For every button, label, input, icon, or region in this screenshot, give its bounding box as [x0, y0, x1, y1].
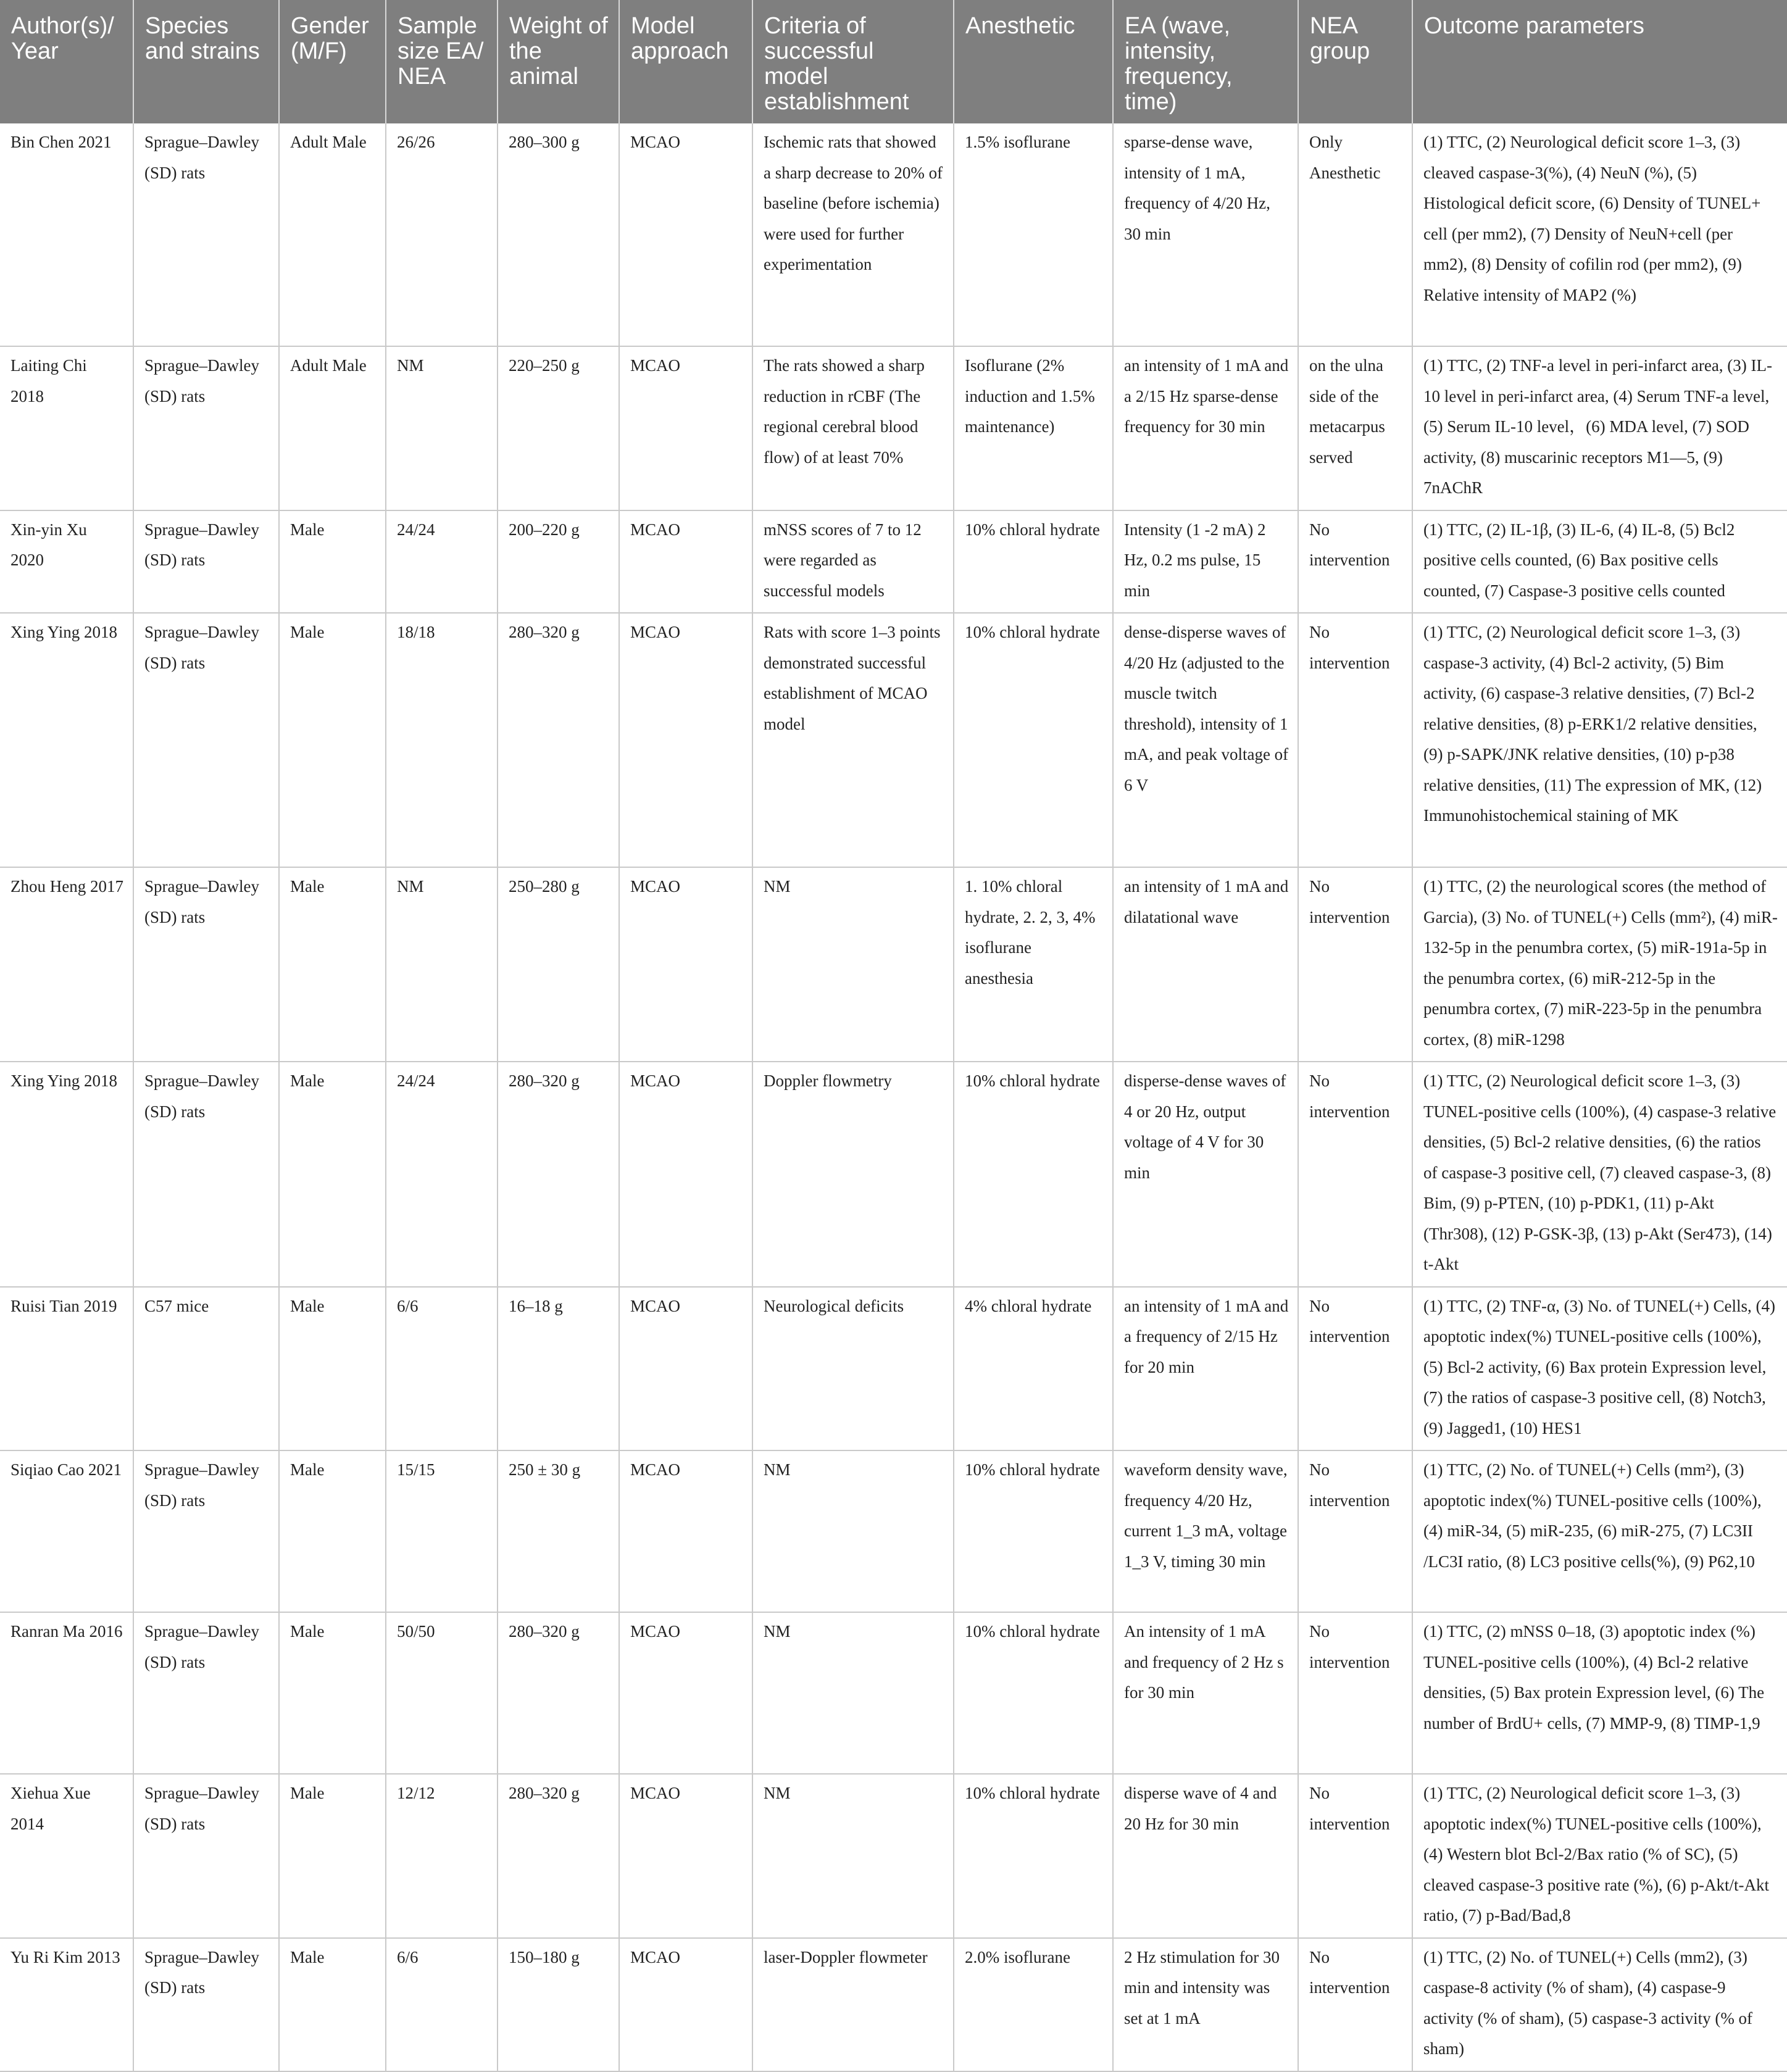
cell-weight: 16–18 g: [498, 1287, 619, 1451]
col-header-author: Author(s)/ Year: [0, 0, 133, 123]
cell-outcome: (1) TTC, (2) Neurological deficit score 1–3, (3) cleaved caspase-3(%), (4) NeuN (%), (5) Histological deficit score, (6) Density of TUNEL+ cell (per mm2), (7) Density of NeuN+cell (per mm2), (8) Density of cofilin rod (per mm2), (9) Relative intensity of MAP2 (%): [1412, 123, 1787, 346]
col-header-outcome: Outcome parameters: [1412, 0, 1787, 123]
cell-anesthetic: 10% chloral hydrate: [954, 1774, 1113, 1938]
cell-outcome: (1) TTC, (2) No. of TUNEL(+) Cells (mm²), (3) apoptotic index(%) TUNEL-positive cells (100%), (4) miR-34, (5) miR-235, (6) miR-275, (7) LC3II /LC3I ratio, (8) LC3 positive cells(%), (9) P62,10: [1412, 1450, 1787, 1612]
cell-anesthetic: 10% chloral hydrate: [954, 510, 1113, 614]
cell-author: Xing Ying 2018: [0, 613, 133, 867]
cell-author: Laiting Chi 2018: [0, 346, 133, 510]
cell-sample-size: 12/12: [386, 1774, 498, 1938]
cell-anesthetic: 2.0% isoflurane: [954, 1938, 1113, 2071]
cell-nea: No intervention: [1298, 1287, 1412, 1451]
cell-criteria: The rats showed a sharp reduction in rCBF (The regional cerebral blood flow) of at least 70%: [752, 346, 954, 510]
col-header-gender: Gender (M/F): [279, 0, 386, 123]
cell-model: MCAO: [619, 1938, 752, 2071]
cell-anesthetic: Isoflurane (2% induction and 1.5% maintenance): [954, 346, 1113, 510]
cell-sample-size: 6/6: [386, 1287, 498, 1451]
cell-species: Sprague–Dawley (SD) rats: [133, 510, 279, 614]
cell-sample-size: 24/24: [386, 1062, 498, 1287]
cell-anesthetic: 10% chloral hydrate: [954, 1450, 1113, 1612]
cell-gender: Male: [279, 1774, 386, 1938]
cell-ea: 2 Hz stimulation for 30 min and intensity was set at 1 mA: [1113, 1938, 1298, 2071]
cell-author: Xiehua Xue 2014: [0, 1774, 133, 1938]
cell-sample-size: 6/6: [386, 1938, 498, 2071]
cell-outcome: (1) TTC, (2) Neurological deficit score 1–3, (3) TUNEL-positive cells (100%), (4) caspase-3 relative densities, (5) Bcl-2 relative densities, (6) the ratios of caspase-3 positive cell, (7) cleaved caspase-3, (8) Bim, (9) p-PTEN, (10) p-PDK1, (11) p-Akt (Thr308), (12) P-GSK-3β, (13) p-Akt (Ser473), (14) t-Akt: [1412, 1062, 1787, 1287]
cell-sample-size: 50/50: [386, 1612, 498, 1774]
cell-nea: No intervention: [1298, 867, 1412, 1062]
cell-weight: 250–280 g: [498, 867, 619, 1062]
cell-species: Sprague–Dawley (SD) rats: [133, 1612, 279, 1774]
cell-species: Sprague–Dawley (SD) rats: [133, 123, 279, 346]
table-row: [0, 1062, 1787, 1287]
cell-criteria: Neurological deficits: [752, 1287, 954, 1451]
cell-anesthetic: 4% chloral hydrate: [954, 1287, 1113, 1451]
cell-gender: Male: [279, 1450, 386, 1612]
cell-model: MCAO: [619, 346, 752, 510]
cell-anesthetic: 10% chloral hydrate: [954, 1062, 1113, 1287]
cell-species: Sprague–Dawley (SD) rats: [133, 1062, 279, 1287]
col-header-weight: Weight of the animal: [498, 0, 619, 123]
col-header-ea: EA (wave, intensity, frequency, time): [1113, 0, 1298, 123]
cell-nea: on the ulna side of the metacarpus served: [1298, 346, 1412, 510]
cell-criteria: NM: [752, 1774, 954, 1938]
col-header-criteria: Criteria of successful model establishment: [752, 0, 954, 123]
cell-model: MCAO: [619, 510, 752, 614]
cell-model: MCAO: [619, 1062, 752, 1287]
col-header-model: Model approach: [619, 0, 752, 123]
cell-species: C57 mice: [133, 1287, 279, 1451]
cell-nea: No intervention: [1298, 1450, 1412, 1612]
cell-author: Ruisi Tian 2019: [0, 1287, 133, 1451]
cell-ea: an intensity of 1 mA and dilatational wave: [1113, 867, 1298, 1062]
cell-nea: No intervention: [1298, 613, 1412, 867]
col-header-nea: NEA group: [1298, 0, 1412, 123]
cell-criteria: NM: [752, 1612, 954, 1774]
cell-weight: 250 ± 30 g: [498, 1450, 619, 1612]
cell-outcome: (1) TTC, (2) the neurological scores (the method of Garcia), (3) No. of TUNEL(+) Cells (mm²), (4) miR-132-5p in the penumbra cortex, (5) miR-191a-5p in the penumbra cortex, (6) miR-212-5p in the penumbra cortex, (7) miR-223-5p in the penumbra cortex, (8) miR-1298: [1412, 867, 1787, 1062]
cell-anesthetic: 10% chloral hydrate: [954, 1612, 1113, 1774]
cell-criteria: laser-Doppler flowmeter: [752, 1938, 954, 2071]
cell-ea: dense-disperse waves of 4/20 Hz (adjusted to the muscle twitch threshold), intensity of 1 mA, and peak voltage of 6 V: [1113, 613, 1298, 867]
cell-nea: No intervention: [1298, 510, 1412, 614]
cell-outcome: (1) TTC, (2) TNF-α, (3) No. of TUNEL(+) Cells, (4) apoptotic index(%) TUNEL-positive cells (100%), (5) Bcl-2 activity, (6) Bax protein Expression level, (7) the ratios of caspase-3 positive cell, (8) Notch3, (9) Jagged1, (10) HES1: [1412, 1287, 1787, 1451]
cell-weight: 280–320 g: [498, 613, 619, 867]
cell-weight: 280–300 g: [498, 123, 619, 346]
cell-nea: No intervention: [1298, 1062, 1412, 1287]
cell-gender: Male: [279, 1612, 386, 1774]
cell-ea: Intensity (1 -2 mA) 2 Hz, 0.2 ms pulse, 15 min: [1113, 510, 1298, 614]
cell-species: Sprague–Dawley (SD) rats: [133, 346, 279, 510]
cell-weight: 150–180 g: [498, 1938, 619, 2071]
cell-ea: disperse wave of 4 and 20 Hz for 30 min: [1113, 1774, 1298, 1938]
cell-species: Sprague–Dawley (SD) rats: [133, 1774, 279, 1938]
cell-sample-size: 26/26: [386, 123, 498, 346]
cell-gender: Adult Male: [279, 346, 386, 510]
cell-outcome: (1) TTC, (2) No. of TUNEL(+) Cells (mm2), (3) caspase-8 activity (% of sham), (4) caspase-9 activity (% of sham), (5) caspase-3 activity (% of sham): [1412, 1938, 1787, 2071]
col-header-species: Species and strains: [133, 0, 279, 123]
cell-author: Bin Chen 2021: [0, 123, 133, 346]
cell-species: Sprague–Dawley (SD) rats: [133, 1938, 279, 2071]
col-header-sample-size: Sample size EA/ NEA: [386, 0, 498, 123]
cell-gender: Male: [279, 1287, 386, 1451]
cell-ea: sparse-dense wave, intensity of 1 mA, frequency of 4/20 Hz, 30 min: [1113, 123, 1298, 346]
cell-weight: 220–250 g: [498, 346, 619, 510]
cell-nea: No intervention: [1298, 1612, 1412, 1774]
cell-gender: Male: [279, 867, 386, 1062]
table-row: [0, 1450, 1787, 1612]
cell-sample-size: 15/15: [386, 1450, 498, 1612]
table-row: [0, 1612, 1787, 1774]
col-header-anesthetic: Anesthetic: [954, 0, 1113, 123]
cell-ea: an intensity of 1 mA and a 2/15 Hz sparse-dense frequency for 30 min: [1113, 346, 1298, 510]
cell-ea: waveform density wave, frequency 4/20 Hz, current 1_3 mA, voltage 1_3 V, timing 30 min: [1113, 1450, 1298, 1612]
cell-criteria: mNSS scores of 7 to 12 were regarded as successful models: [752, 510, 954, 614]
cell-criteria: NM: [752, 1450, 954, 1612]
cell-sample-size: 24/24: [386, 510, 498, 614]
table-row: [0, 1774, 1787, 1938]
cell-gender: Male: [279, 613, 386, 867]
cell-criteria: Rats with score 1–3 points demonstrated successful establishment of MCAO model: [752, 613, 954, 867]
cell-nea: No intervention: [1298, 1938, 1412, 2071]
cell-author: Xing Ying 2018: [0, 1062, 133, 1287]
cell-model: MCAO: [619, 867, 752, 1062]
cell-criteria: NM: [752, 867, 954, 1062]
cell-model: MCAO: [619, 1450, 752, 1612]
cell-gender: Adult Male: [279, 123, 386, 346]
cell-ea: An intensity of 1 mA and frequency of 2 Hz s for 30 min: [1113, 1612, 1298, 1774]
cell-nea: No intervention: [1298, 1774, 1412, 1938]
cell-sample-size: NM: [386, 867, 498, 1062]
cell-outcome: (1) TTC, (2) Neurological deficit score 1–3, (3) apoptotic index(%) TUNEL-positive cells (100%), (4) Western blot Bcl-2/Bax ratio (% of SC), (5) cleaved caspase-3 positive rate (%), (6) p-Akt/t-Akt ratio, (7) p-Bad/Bad,8: [1412, 1774, 1787, 1938]
cell-author: Siqiao Cao 2021: [0, 1450, 133, 1612]
cell-gender: Male: [279, 510, 386, 614]
cell-anesthetic: 1. 10% chloral hydrate, 2. 2, 3, 4% isoflurane anesthesia: [954, 867, 1113, 1062]
table-row: [0, 867, 1787, 1062]
cell-author: Zhou Heng 2017: [0, 867, 133, 1062]
cell-anesthetic: 1.5% isoflurane: [954, 123, 1113, 346]
cell-sample-size: NM: [386, 346, 498, 510]
cell-author: Yu Ri Kim 2013: [0, 1938, 133, 2071]
table-row: [0, 510, 1787, 614]
cell-criteria: Doppler flowmetry: [752, 1062, 954, 1287]
table-row: [0, 1287, 1787, 1451]
cell-model: MCAO: [619, 1774, 752, 1938]
cell-model: MCAO: [619, 123, 752, 346]
cell-species: Sprague–Dawley (SD) rats: [133, 867, 279, 1062]
cell-model: MCAO: [619, 613, 752, 867]
cell-outcome: (1) TTC, (2) Neurological deficit score 1–3, (3) caspase-3 activity, (4) Bcl-2 activity, (5) Bim activity, (6) caspase-3 relative densities, (7) Bcl-2 relative densities, (8) p-ERK1/2 relative densities, (9) p-SAPK/JNK relative densities, (10) p-p38 relative densities, (11) The expression of MK, (12) Immunohistochemical staining of MK: [1412, 613, 1787, 867]
cell-weight: 200–220 g: [498, 510, 619, 614]
table-row: [0, 613, 1787, 867]
cell-model: MCAO: [619, 1287, 752, 1451]
cell-weight: 280–320 g: [498, 1612, 619, 1774]
cell-gender: Male: [279, 1938, 386, 2071]
table-row: [0, 1938, 1787, 2071]
table-row: [0, 346, 1787, 510]
cell-species: Sprague–Dawley (SD) rats: [133, 1450, 279, 1612]
cell-author: Xin-yin Xu 2020: [0, 510, 133, 614]
cell-criteria: Ischemic rats that showed a sharp decrease to 20% of baseline (before ischemia) were used for further experimentation: [752, 123, 954, 346]
cell-ea: disperse-dense waves of 4 or 20 Hz, output voltage of 4 V for 30 min: [1113, 1062, 1298, 1287]
cell-anesthetic: 10% chloral hydrate: [954, 613, 1113, 867]
cell-species: Sprague–Dawley (SD) rats: [133, 613, 279, 867]
cell-outcome: (1) TTC, (2) mNSS 0–18, (3) apoptotic index (%) TUNEL-positive cells (100%), (4) Bcl-2 relative densities, (5) Bax protein Expression level, (6) The number of BrdU+ cells, (7) MMP-9, (8) TIMP-1,9: [1412, 1612, 1787, 1774]
cell-outcome: (1) TTC, (2) TNF-a level in peri-infarct area, (3) IL-10 level in peri-infarct area, (4) Serum TNF-a level, (5) Serum IL-10 level，(6) MDA level, (7) SOD activity, (8) muscarinic receptors M1—5, (9) 7nAChR: [1412, 346, 1787, 510]
cell-outcome: (1) TTC, (2) IL-1β, (3) IL-6, (4) IL-8, (5) Bcl2 positive cells counted, (6) Bax positive cells counted, (7) Caspase-3 positive cells counted: [1412, 510, 1787, 614]
cell-weight: 280–320 g: [498, 1774, 619, 1938]
header-row: [0, 0, 1787, 123]
cell-gender: Male: [279, 1062, 386, 1287]
table-row: [0, 123, 1787, 346]
cell-weight: 280–320 g: [498, 1062, 619, 1287]
cell-ea: an intensity of 1 mA and a frequency of 2/15 Hz for 20 min: [1113, 1287, 1298, 1451]
cell-author: Ranran Ma 2016: [0, 1612, 133, 1774]
cell-model: MCAO: [619, 1612, 752, 1774]
cell-nea: Only Anesthetic: [1298, 123, 1412, 346]
cell-sample-size: 18/18: [386, 613, 498, 867]
